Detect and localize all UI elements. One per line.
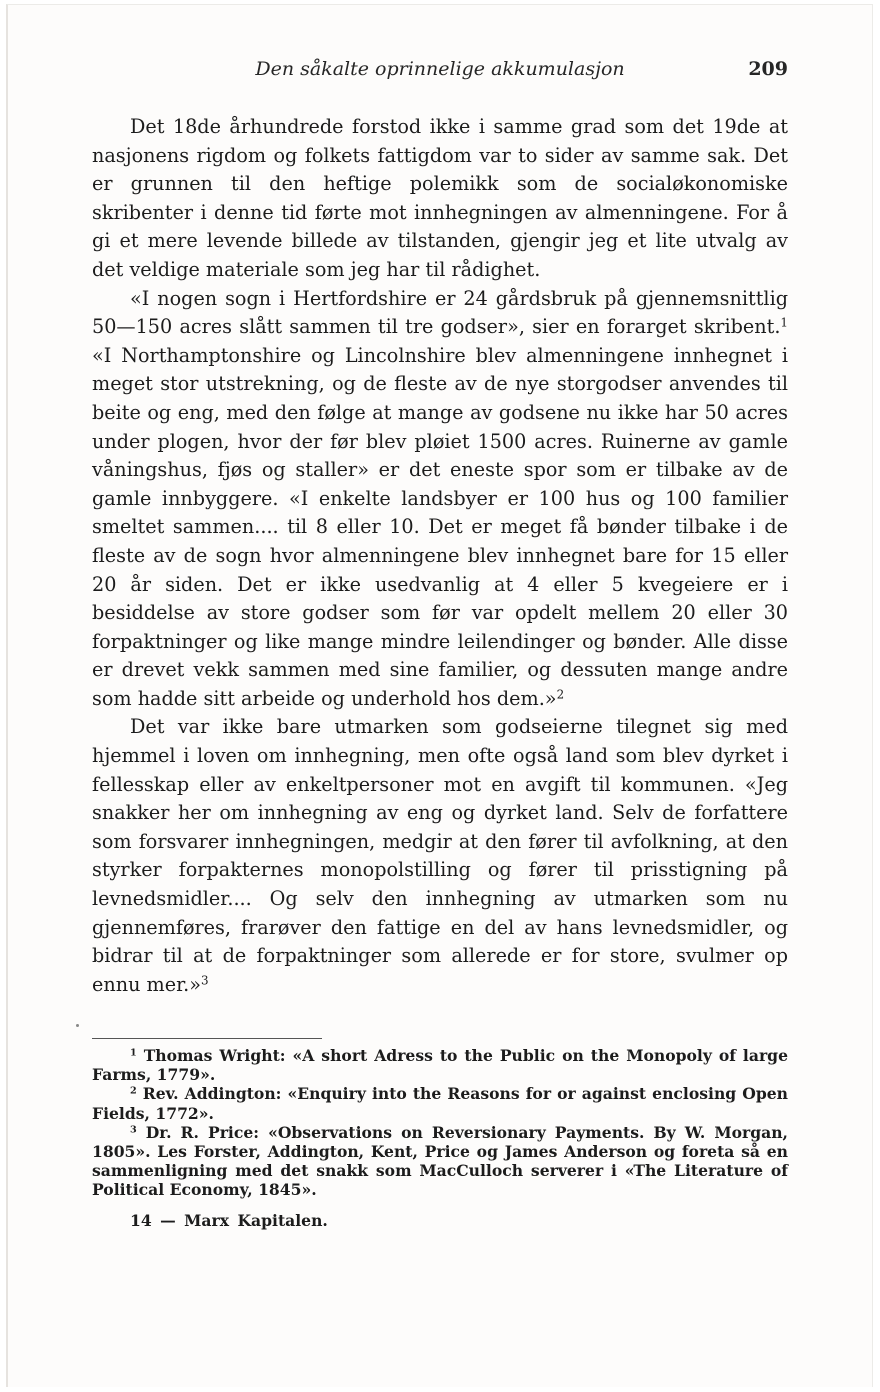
printer-signature: 14 — Marx Kapitalen. xyxy=(130,1211,328,1230)
footnote-ref: 3 xyxy=(200,973,209,988)
footnotes xyxy=(92,1046,788,1200)
paragraph xyxy=(92,113,788,285)
paragraph-text: «I nogen sogn i Hertfordshire er 24 gårdsbruk på gjennemsnittlig 50—150 acres slått sammen til tre godser», sier en forarget skribent. xyxy=(92,286,788,339)
footnote-text: Dr. R. Price: «Observations on Reversionary Payments. By W. Morgan, 1805». Les Forster, Addington, Kent, Price og James Anderson og foreta så en sammenligning med det snakk som MacCulloch serverer i «The Literature of Political Economy, 1845». xyxy=(92,1122,788,1200)
footnote xyxy=(92,1046,788,1084)
main-text xyxy=(92,113,788,999)
paragraph xyxy=(92,285,788,714)
paragraph-text: Det 18de århundrede forstod ikke i samme grad som det 19de at nasjonens rigdom og folkets fattigdom var to sider av samme sak. Det er grunnen til den heftige polemikk som de socialøkonomiske skribenter i denne tid førte mot innhegningen av almenningene. For å gi et mere levende billede av tilstanden, gjengir jeg et lite utvalg av det veldige materiale som jeg har til rådighet. xyxy=(92,115,788,281)
footnote-mark: 3 xyxy=(130,1124,137,1136)
footnote-ref: 2 xyxy=(556,687,565,702)
paragraph xyxy=(92,713,788,999)
footnote-ref: 1 xyxy=(780,315,788,330)
footnote-divider xyxy=(92,1038,322,1039)
footnote-mark: 1 xyxy=(130,1047,137,1059)
paragraph-text: Det var ikke bare utmarken som godseierne tilegnet sig med hjemmel i loven om innhegning, men ofte også land som blev dyrket i fellesskap eller av enkeltpersoner mot en avgift til kommunen. «Jeg snakker her om innhegning av eng og dyrket land. Selv de forfattere som forsvarer innhegningen, medgir at den fører til avfolkning, at den styrker forpakternes monopolstilling og fører til prisstigning på levnedsmidler.... Og selv den innhegning av utmarken som nu gjennemføres, frarøver den fattige en del av hans levnedsmidler, og bidrar til at de forpaktninger som allerede er for store, svulmer op ennu mer.» xyxy=(92,715,788,996)
footnote-text: Thomas Wright: «A short Adress to the Public on the Monopoly of large Farms, 1779». xyxy=(92,1046,788,1085)
page-number: 209 xyxy=(748,58,788,80)
running-title: Den såkalte oprinnelige akkumulasjon xyxy=(255,58,625,80)
paragraph-text: «I Northamptonshire og Lincolnshire blev almenningene innhegnet i meget stor utstrekning, og de fleste av de nye storgodser anvendes til beite og eng, med den følge at mange av godsene nu ikke har 50 acres under plogen, hvor der før blev pløiet 1500 acres. Ruinerne av gamle våningshus, fjøs og staller» er det eneste spor som er tilbake av de gamle innbyggere. «I enkelte landsbyer er 100 hus og 100 familier smeltet sammen.... til 8 eller 10. Det er meget få bønder tilbake i de fleste av de sogn hvor almenningene blev innhegnet bare for 15 eller 20 år siden. Det er ikke usedvanlig at 4 eller 5 kvegeiere er i besiddelse av store godser som før var opdelt mellem 20 eller 30 forpaktninger og like mange mindre leilendinger og bønder. Alle disse er drevet vekk sammen med sine familier, og dessuten mange andre som hadde sitt arbeide og underhold hos dem.» xyxy=(92,343,788,710)
footnote-text: Rev. Addington: «Enquiry into the Reasons for or against enclosing Open Fields, 1772». xyxy=(92,1084,788,1123)
page-header xyxy=(92,58,788,90)
footnote xyxy=(92,1084,788,1122)
footnote-mark: 2 xyxy=(130,1086,137,1098)
ink-speck xyxy=(76,1024,79,1027)
footnote xyxy=(92,1123,788,1200)
